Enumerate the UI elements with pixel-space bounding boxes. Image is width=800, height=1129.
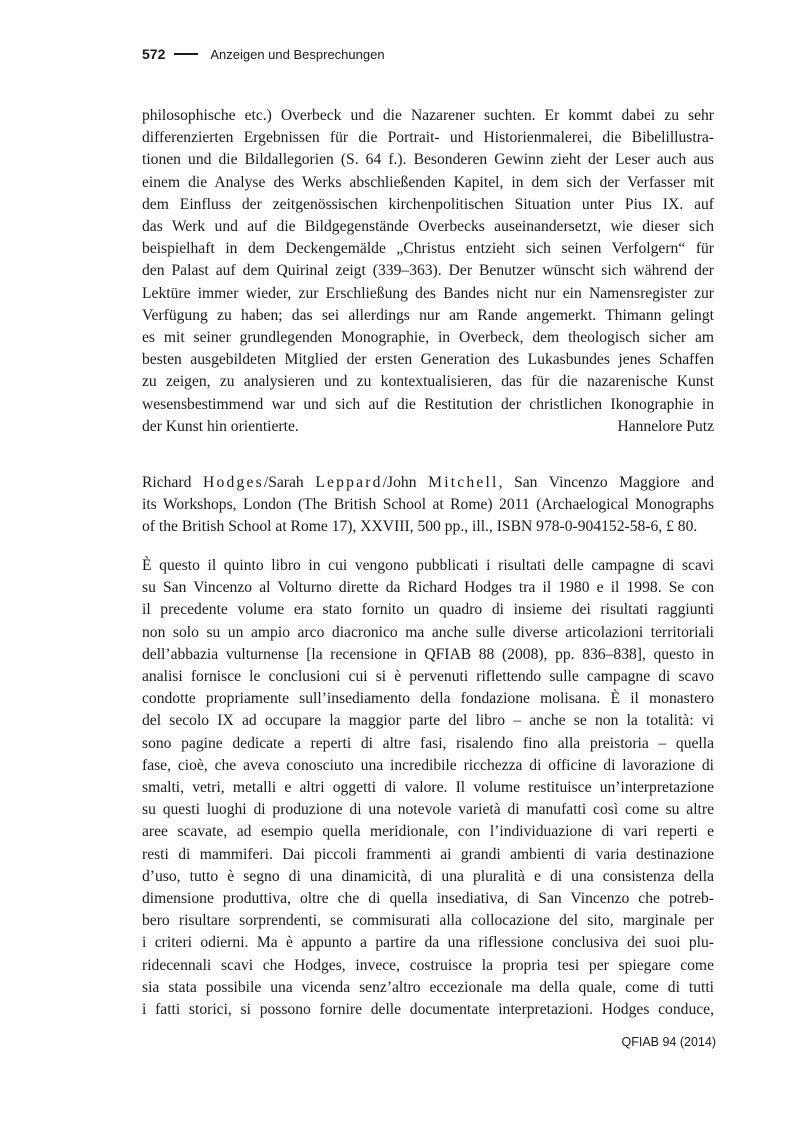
text-line: i criteri odierni. Ma è appunto a partire da una riflessione conclusiva dei suoi plu- bbox=[142, 934, 714, 952]
reviewer-signature: Hannelore Putz bbox=[617, 417, 714, 435]
text-line: i fatti storici, si possono fornire delle documentate interpretazioni. Hodges conduce, bbox=[142, 1001, 714, 1019]
text-line: ridecennali scavi che Hodges, invece, costruisce la propria tesi per spiegare come bbox=[142, 956, 714, 974]
text-line: il precedente volume era stato fornito un quadro di insieme dei risultati raggiunti bbox=[142, 601, 714, 619]
review-2-citation bbox=[142, 472, 714, 539]
text-line: den Palast auf dem Quirinal zeigt (339–363). Der Benutzer wünscht sich während der bbox=[142, 262, 714, 280]
text-line: Lektüre immer wieder, zur Erschließung des Bandes nicht nur ein Namensregister zur bbox=[142, 284, 714, 302]
author-last-name: Mitchell bbox=[428, 474, 499, 491]
citation-line: Richard Hodges/Sarah Leppard/John Mitchell, San Vincenzo Maggiore and bbox=[142, 474, 714, 491]
text-line: tionen und die Bildallegorien (S. 64 f.). Besonderen Gewinn zieht der Leser auch aus bbox=[142, 151, 714, 169]
review-1-paragraph bbox=[142, 105, 714, 438]
journal-footer: QFIAB 94 (2014) bbox=[621, 1035, 716, 1049]
text-line: das Werk und auf die Bildgegenstände Overbecks auseinandersetzt, wie dieser sich bbox=[142, 218, 714, 236]
bibliographic-citation bbox=[142, 472, 714, 539]
citation-title-start: , San Vincenzo Maggiore and bbox=[498, 474, 714, 491]
text-line: sono pagine dedicate a reperti di altre fasi, risalendo fino alla preistoria – quella bbox=[142, 734, 714, 752]
author-first-name: John bbox=[387, 474, 417, 491]
text-line: condotte propriamente sull’insediamento della fondazione molisana. È il monastero bbox=[142, 690, 714, 708]
review-2-paragraph bbox=[142, 555, 714, 1021]
text-line: dell’abbazia vulturnense [la recensione in QFIAB 88 (2008), pp. 836–838], questo in bbox=[142, 645, 714, 663]
text-line: es mit seiner grundlegenden Monographie, in Overbeck, dem theologisch sicher am bbox=[142, 329, 714, 347]
author-first-name: Richard bbox=[142, 474, 192, 491]
text-line: differenzierten Ergebnissen für die Portrait- und Historienmalerei, die Bibelillustra- bbox=[142, 129, 714, 147]
text-line: dem Einfluss der zeitgenössischen kirchenpolitischen Situation unter Pius IX. auf bbox=[142, 195, 714, 213]
text-line: einem die Analyse des Werks abschließenden Kapitel, in dem sich der Verfasser mit bbox=[142, 173, 714, 191]
text-line: del secolo IX ad occupare la maggior parte del libro – anche se non la totalità: vi bbox=[142, 712, 714, 730]
text-line: Verfügung zu haben; das sei allerdings nur am Rande angemerkt. Thimann gelingt bbox=[142, 306, 714, 324]
text-line: wesensbestimmend war und sich auf die Restitution der christlichen Ikonographie in bbox=[142, 395, 714, 413]
review-1-text bbox=[142, 105, 714, 438]
text-line: d’uso, tutto è segno di una dinamicità, di una pluralità e di una consistenza della bbox=[142, 867, 714, 885]
text-line: beispielhaft in dem Deckengemälde „Christus entzieht sich seinen Verfolgern“ für bbox=[142, 240, 714, 258]
text-line: smalti, vetri, metalli e altri oggetti di valore. Il volume restituisce un’interpretazione bbox=[142, 779, 714, 797]
citation-line: of the British School at Rome 17), XXVIII, 500 pp., ill., ISBN 978-0-904152-58-6, £ 80. bbox=[142, 518, 698, 536]
section-title: Anzeigen und Besprechungen bbox=[210, 46, 385, 62]
text-line: È questo il quinto libro in cui vengono pubblicati i risultati delle campagne di scavi bbox=[142, 557, 714, 574]
citation-line: its Workshops, London (The British School at Rome) 2011 (Archaelogical Monographs bbox=[142, 496, 714, 514]
text-line: su San Vincenzo al Volturno dirette da Richard Hodges tra il 1980 e il 1998. Se con bbox=[142, 579, 714, 597]
text-line: philosophische etc.) Overbeck und die Nazarener suchten. Er kommt dabei zu sehr bbox=[142, 107, 714, 124]
author-first-name: Sarah bbox=[268, 474, 304, 491]
text-line: aree scavate, ad esempio quella meridionale, con l’individuazione di vari reperti e bbox=[142, 823, 714, 841]
text-line: resti di mammiferi. Dai piccoli frammenti ai grandi ambienti di varia destinazione bbox=[142, 845, 714, 863]
author-last-name: Hodges bbox=[203, 474, 264, 491]
text-line: bero risultare sorprendenti, se commisurati alla collocazione del sito, marginale per bbox=[142, 912, 714, 930]
text-line: dimensione produttiva, oltre che di quella insediativa, di San Vincenzo che potreb- bbox=[142, 890, 714, 908]
text-line: analisi fornisce le conclusioni cui si è pervenuti riflettendo sulle campagne di scavo bbox=[142, 668, 714, 686]
text-line-final bbox=[142, 416, 714, 438]
text-line: non solo su un ampio arco diacronico ma anche sulle diverse articolazioni territoriali bbox=[142, 623, 714, 641]
page-number: 572 bbox=[142, 46, 166, 62]
review-2-text bbox=[142, 555, 714, 1021]
text-line: fase, cioè, che aveva conosciuto una incredibile ricchezza di officine di lavorazione di bbox=[142, 756, 714, 774]
text-line: su questi luoghi di produzione di una notevole varietà di manufatti così come su altre bbox=[142, 801, 714, 819]
text-line: zu zeigen, zu analysieren und zu kontextualisieren, das für die nazarenische Kunst bbox=[142, 373, 714, 391]
running-head bbox=[142, 44, 385, 64]
author-last-name: Leppard bbox=[315, 474, 383, 491]
header-rule bbox=[174, 53, 198, 55]
text-line: besten ausgebildeten Mitglied der ersten Generation des Lukasbundes jenes Schaffen bbox=[142, 351, 714, 369]
final-line-text: der Kunst hin orientierte. bbox=[142, 417, 299, 435]
text-line: sia stata possibile una vicenda senz’altro eccezionale ma della quale, come di tutti bbox=[142, 978, 714, 996]
